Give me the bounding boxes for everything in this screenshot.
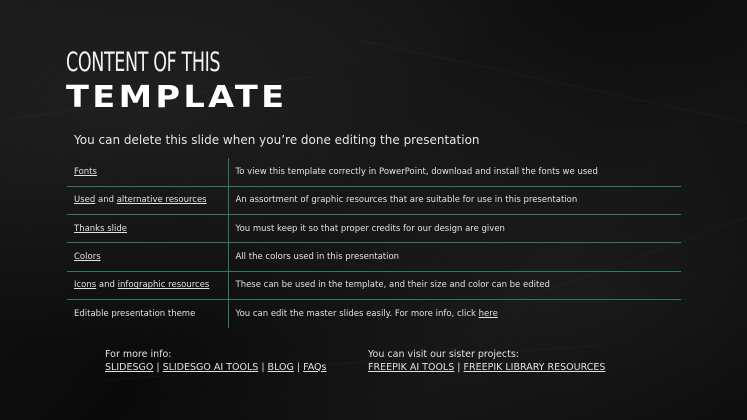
row-description-cell <box>228 215 681 243</box>
title-line-1: CONTENT OF THIS <box>66 47 221 78</box>
row-topic-cell <box>67 299 228 327</box>
text-segment: | <box>293 361 304 373</box>
freepik-library-resources-link[interactable]: FREEPIK LIBRARY RESOURCES <box>463 361 606 373</box>
slidesgo-ai-tools-link[interactable]: SLIDESGO AI TOOLS <box>162 361 259 373</box>
table-row <box>67 299 681 327</box>
paper-crease <box>360 40 747 124</box>
table-row <box>67 243 681 271</box>
icons-link[interactable]: Icons <box>74 280 97 291</box>
text-segment: and <box>96 280 118 291</box>
row-description-cell <box>228 271 681 299</box>
alternative-resources-link[interactable]: alternative resources <box>116 195 207 206</box>
text-segment: | <box>258 361 268 373</box>
text-segment: To view this template correctly in PowerPoint, download and install the fonts we used <box>235 166 598 177</box>
row-description-cell <box>228 299 681 327</box>
text-segment: You must keep it so that proper credits for our design are given <box>235 223 505 234</box>
row-topic-cell <box>67 215 228 243</box>
table-row <box>67 158 681 186</box>
faqs-link[interactable]: FAQs <box>303 361 327 373</box>
footer-sister-projects-links <box>368 362 605 375</box>
row-topic-cell <box>67 158 228 186</box>
text-segment: | <box>454 361 464 373</box>
footer-more-info-heading: For more info: <box>105 349 172 360</box>
footer-more-info <box>105 349 326 374</box>
row-topic-cell <box>67 271 228 299</box>
freepik-ai-tools-link[interactable]: FREEPIK AI TOOLS <box>368 361 455 373</box>
row-topic-cell <box>67 186 228 214</box>
footer-sister-projects <box>368 349 605 374</box>
text-segment: and <box>95 195 117 206</box>
colors-link[interactable]: Colors <box>74 252 101 263</box>
table-row <box>67 215 681 243</box>
thanks-slide-link[interactable]: Thanks slide <box>74 223 128 234</box>
content-table <box>67 158 681 328</box>
text-segment: An assortment of graphic resources that are suitable for use in this presentation <box>235 195 578 206</box>
row-topic-cell <box>67 243 228 271</box>
title-line-2: TEMPLATE <box>66 80 288 115</box>
text-segment: Editable presentation theme <box>74 308 196 319</box>
here-link[interactable]: here <box>478 308 498 319</box>
text-segment: You can edit the master slides easily. For more info, click <box>235 308 479 319</box>
text-segment: These can be used in the template, and their size and color can be edited <box>235 280 550 291</box>
table-row <box>67 271 681 299</box>
infographic-resources-link[interactable]: infographic resources <box>117 280 210 291</box>
row-description-cell <box>228 186 681 214</box>
row-description-cell <box>228 158 681 186</box>
subtitle: You can delete this slide when you’re done editing the presentation <box>74 133 480 147</box>
text-segment: | <box>153 361 163 373</box>
footer-sister-projects-heading: You can visit our sister projects: <box>368 349 519 360</box>
row-description-cell <box>228 243 681 271</box>
fonts-link[interactable]: Fonts <box>74 166 97 177</box>
blog-link[interactable]: BLOG <box>267 361 294 373</box>
text-segment: All the colors used in this presentation <box>235 252 400 263</box>
footer-more-info-links <box>105 362 326 375</box>
table-row <box>67 186 681 214</box>
slidesgo-link[interactable]: SLIDESGO <box>105 361 154 373</box>
used-link[interactable]: Used <box>74 195 96 206</box>
